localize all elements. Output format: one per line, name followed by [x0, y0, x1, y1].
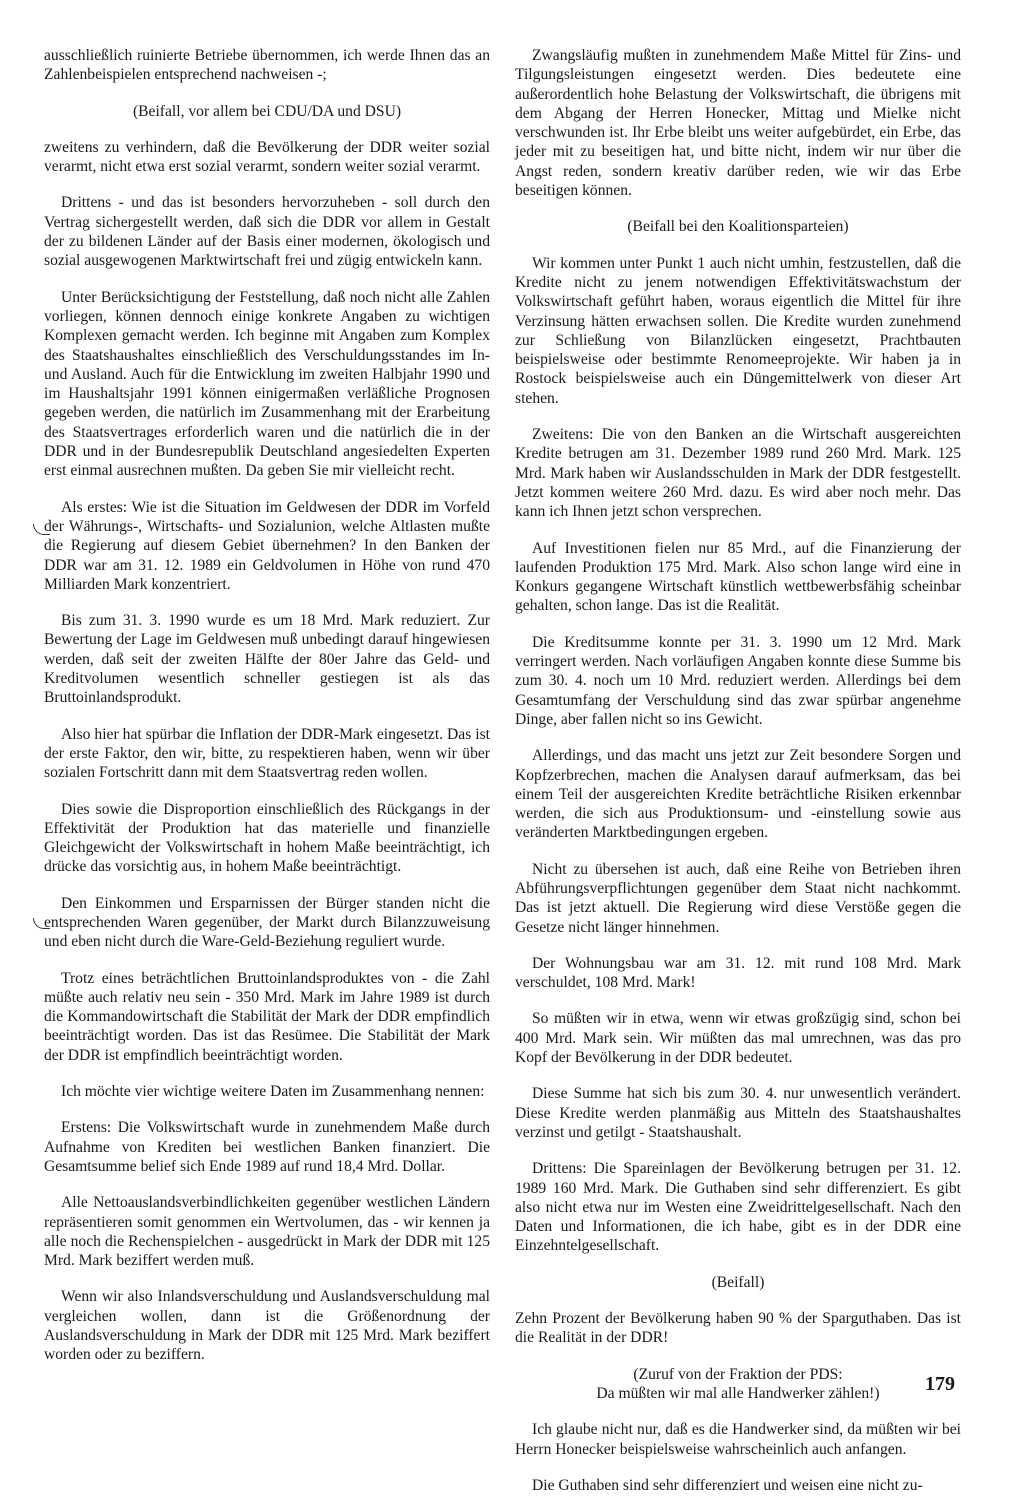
paragraph: Zwangsläufig mußten in zunehmendem Maße Mittel für Zins- und Tilgungsleistungen eingesetzt werden. Dies bedeutete eine außerordentlich hohe Belastung der Volkswirtschaft, die übrigens mit dem Abgang der Herren Honecker, Mittag und Mielke nicht verschwunden ist. Ihr Erbe bleibt uns weiter aufgebürdet, ein Erbe, das jeder mit zu beseitigen hat, und bitte nicht, indem wir nur über die Angst reden, sondern kreativ darüber reden, wie wir das Erbe beseitigen können.	[515, 47, 961, 200]
interjection	[515, 1365, 961, 1404]
paragraph: Der Wohnungsbau war am 31. 12. mit rund 108 Mrd. Mark verschuldet, 108 Mrd. Mark!	[515, 954, 961, 992]
paragraph: Ich möchte vier wichtige weitere Daten im Zusammenhang nennen:	[61, 1083, 485, 1101]
paragraph: ausschließlich ruinierte Betriebe übernommen, ich werde Ihnen das an Zahlenbeispielen entsprechend nachweisen -;	[44, 47, 490, 84]
paragraph: Unter Berücksichtigung der Feststellung, daß noch nicht alle Zahlen vorliegen, können dennoch einige konkrete Angaben zu wichtigen Komplexen gemacht werden. Ich beginne mit Angaben zum Komplex des Staatshaushaltes einschließlich des Verschuldungsstandes im In- und Ausland. Auch für die Entwicklung im zweiten Halbjahr 1990 und im Haushaltsjahr 1991 können einigermaßen verläßliche Prognosen gegeben werden, die natürlich im Zusammenhang mit der Erarbeitung des Staatsvertrages erforderlich waren und die natürlich die in der DDR und in der Bundesrepublik Deutschland angesiedelten Experten erst einmal ausrechnen mußten. Da geben Sie mir vielleicht recht.	[44, 288, 490, 480]
paragraph: Zweitens: Die von den Banken an die Wirtschaft ausgereichten Kredite betrugen am 31. Dezember 1989 rund 260 Mrd. Mark. 125 Mrd. Mark haben wir Auslandsschulden in Mark der DDR festgestellt. Jetzt kommen weitere 260 Mrd. dazu. Es wird aber noch mehr. Das kann ich Ihnen jetzt schon versprechen.	[515, 426, 961, 521]
paragraph: Wenn wir also Inlandsverschuldung und Auslandsverschuldung mal vergleichen wollen, dann ist die Größenordnung der Auslandsverschuldung in Mark der DDR mit 125 Mrd. Mark beziffert worden oder zu beziffern.	[44, 1288, 490, 1364]
paragraph: Trotz eines beträchtlichen Bruttoinlandsproduktes von - die Zahl müßte auch relativ neu sein - 350 Mrd. Mark im Jahre 1989 ist durch die Kommandowirtschaft die Stabilität der Mark der DDR empfindlich beeinträchtigt worden. Das ist das Resümee. Die Stabilität der Mark der DDR ist empfindlich beeinträchtigt worden.	[44, 969, 490, 1064]
paragraph: Drittens - und das ist besonders hervorzuheben - soll durch den Vertrag sichergestellt werden, daß sich die DDR vor allem in Gestalt der zu bildenen Länder auf der Basis einer modernen, ökologisch und sozial ausgewogenen Marktwirtschaft frei und zügig entwickeln kann.	[44, 194, 490, 270]
paragraph: Dies sowie die Disproportion einschließlich des Rückgangs in der Effektivität der Produktion hat das materielle und finanzielle Gleichgewicht der Volkswirtschaft in hohem Maße beeinträchtigt, ich drücke das vorsichtig aus, in hohem Maße beeinträchtigt.	[44, 800, 490, 876]
interjection: (Beifall)	[711, 1273, 765, 1291]
interjection-line: (Zuruf von der Fraktion der PDS:	[633, 1365, 843, 1383]
interjection-line: Da müßten wir mal alle Handwerker zählen!)	[596, 1384, 880, 1402]
paragraph: Den Einkommen und Ersparnissen der Bürger standen nicht die entsprechenden Waren gegenüber, der Markt durch Bilanzzuweisung und eben nicht durch die Ware-Geld-Beziehung reguliert wurde.	[44, 894, 490, 951]
interjection: (Beifall bei den Koalitionsparteien)	[627, 218, 849, 236]
paragraph: Erstens: Die Volkswirtschaft wurde in zunehmendem Maße durch Aufnahme von Krediten bei westlichen Banken finanziert. Die Gesamtsumme belief sich Ende 1989 auf rund 18,4 Mrd. Dollar.	[44, 1119, 490, 1175]
margin-mark	[33, 524, 50, 535]
paragraph: Die Guthaben sind sehr differenziert und weisen eine nicht zu-	[532, 1476, 923, 1494]
page-number: 179	[925, 1373, 955, 1395]
paragraph: Auf Investitionen fielen nur 85 Mrd., auf die Finanzierung der laufenden Produktion 175 Mrd. Mark. Also schon lange wird eine in Konkurs gegangene Wirtschaft künstlich wettbewerbsfähig scheinbar gehalten, schon lange. Das ist die Realität.	[515, 539, 961, 615]
paragraph: Ich glaube nicht nur, daß es die Handwerker sind, da müßten wir bei Herrn Honecker beispielsweise wahrscheinlich auch anfangen.	[515, 1421, 961, 1458]
paragraph: Alle Nettoauslandsverbindlichkeiten gegenüber westlichen Ländern repräsentieren somit genommen ein Wertvolumen, das - wir kennen ja alle noch die Rechenspielchen - ausgedrückt in Mark der DDR mit 125 Mrd. Mark beziffert werden muß.	[44, 1194, 490, 1270]
paragraph: Die Kreditsumme konnte per 31. 3. 1990 um 12 Mrd. Mark verringert werden. Nach vorläufigen Angaben konnte diese Summe bis zum 30. 4. noch um 10 Mrd. reduziert werden. Allerdings bei dem Gesamtumfang der Verschuldung sind das zwar spürbar angenehme Dinge, aber fallen nicht so ins Gewicht.	[515, 633, 961, 728]
paragraph: So müßten wir in etwa, wenn wir etwas großzügig sind, schon bei 400 Mrd. Mark sein. Wir müßten das mal umrechnen, was das pro Kopf der Bevölkerung in der DDR bedeutet.	[515, 1010, 961, 1067]
right-column	[515, 46, 961, 1512]
paragraph: Als erstes: Wie ist die Situation im Geldwesen der DDR im Vorfeld der Währungs-, Wirtschafts- und Sozialunion, welche Altlasten mußte die Regierung auf diesem Gebiet übernehmen? In den Banken der DDR war am 31. 12. 1989 ein Geldvolumen in Höhe von rund 470 Milliarden Mark konzentriert.	[44, 498, 490, 593]
interjection: (Beifall, vor allem bei CDU/DA und DSU)	[132, 102, 402, 120]
margin-mark	[33, 918, 50, 929]
paragraph: Wir kommen unter Punkt 1 auch nicht umhin, festzustellen, daß die Kredite nicht zu jenem notwendigen Effektivitätswachstum der Volkswirtschaft geführt haben, woraus eigentlich die Mittel für ihre Verzinsung hätten erwachsen sollen. Die Kredite wurden zunehmend zur Schließung von Bilanzlücken eingesetzt, Prachtbauten beispielsweise oder bestimmte Renomeeprojekte. Wir haben ja in Rostock beispielsweise auch ein Düngemittelwerk von dieser Art stehen.	[515, 254, 961, 407]
paragraph: Nicht zu übersehen ist auch, daß eine Reihe von Betrieben ihren Abführungsverpflichtungen gegenüber dem Staat nicht nachkommt. Das ist jetzt aktuell. Die Regierung wird diese Verstöße gegen die Gesetze nicht länger hinnehmen.	[515, 860, 961, 936]
paragraph: zweitens zu verhindern, daß die Bevölkerung der DDR weiter sozial verarmt, nicht etwa erst sozial verarmt, sondern weiter sozial verarmt.	[44, 138, 490, 176]
paragraph: Allerdings, und das macht uns jetzt zur Zeit besondere Sorgen und Kopfzerbrechen, machen die Analysen darauf aufmerksam, das bei einem Teil der ausgereichten Kredite beträchtliche Risiken erkennbar werden, die sich aus Produktionsum- und -einstellung sowie aus veränderten Marktbedingungen ergeben.	[515, 747, 961, 842]
paragraph: Bis zum 31. 3. 1990 wurde es um 18 Mrd. Mark reduziert. Zur Bewertung der Lage im Geldwesen muß unbedingt darauf hingewiesen werden, daß seit der zweiten Hälfte der 80er Jahre das Geld- und Kreditvolumen wesentlich schneller gestiegen ist als das Bruttoinlandsprodukt.	[44, 612, 490, 707]
paragraph: Zehn Prozent der Bevölkerung haben 90 % der Sparguthaben. Das ist die Realität in der DDR!	[515, 1310, 961, 1347]
left-column	[44, 46, 490, 1382]
paragraph: Diese Summe hat sich bis zum 30. 4. nur unwesentlich verändert. Diese Kredite werden planmäßig aus Mitteln des Staatshaushaltes verzinst und getilgt - Staatshaushalt.	[515, 1085, 961, 1141]
paragraph: Also hier hat spürbar die Inflation der DDR-Mark eingesetzt. Das ist der erste Faktor, den wir, bitte, zu respektieren haben, wenn wir über sozialen Fortschritt dann mit dem Staatsvertrag reden wollen.	[44, 725, 490, 782]
paragraph: Drittens: Die Spareinlagen der Bevölkerung betrugen per 31. 12. 1989 160 Mrd. Mark. Die Guthaben sind sehr differenziert. Es gibt also nicht etwa nur im Westen eine Zweidrittelgesellschaft. Nach den Daten und Informationen, die ich habe, gibt es in der DDR eine Einzehntelgesellschaft.	[515, 1160, 961, 1255]
